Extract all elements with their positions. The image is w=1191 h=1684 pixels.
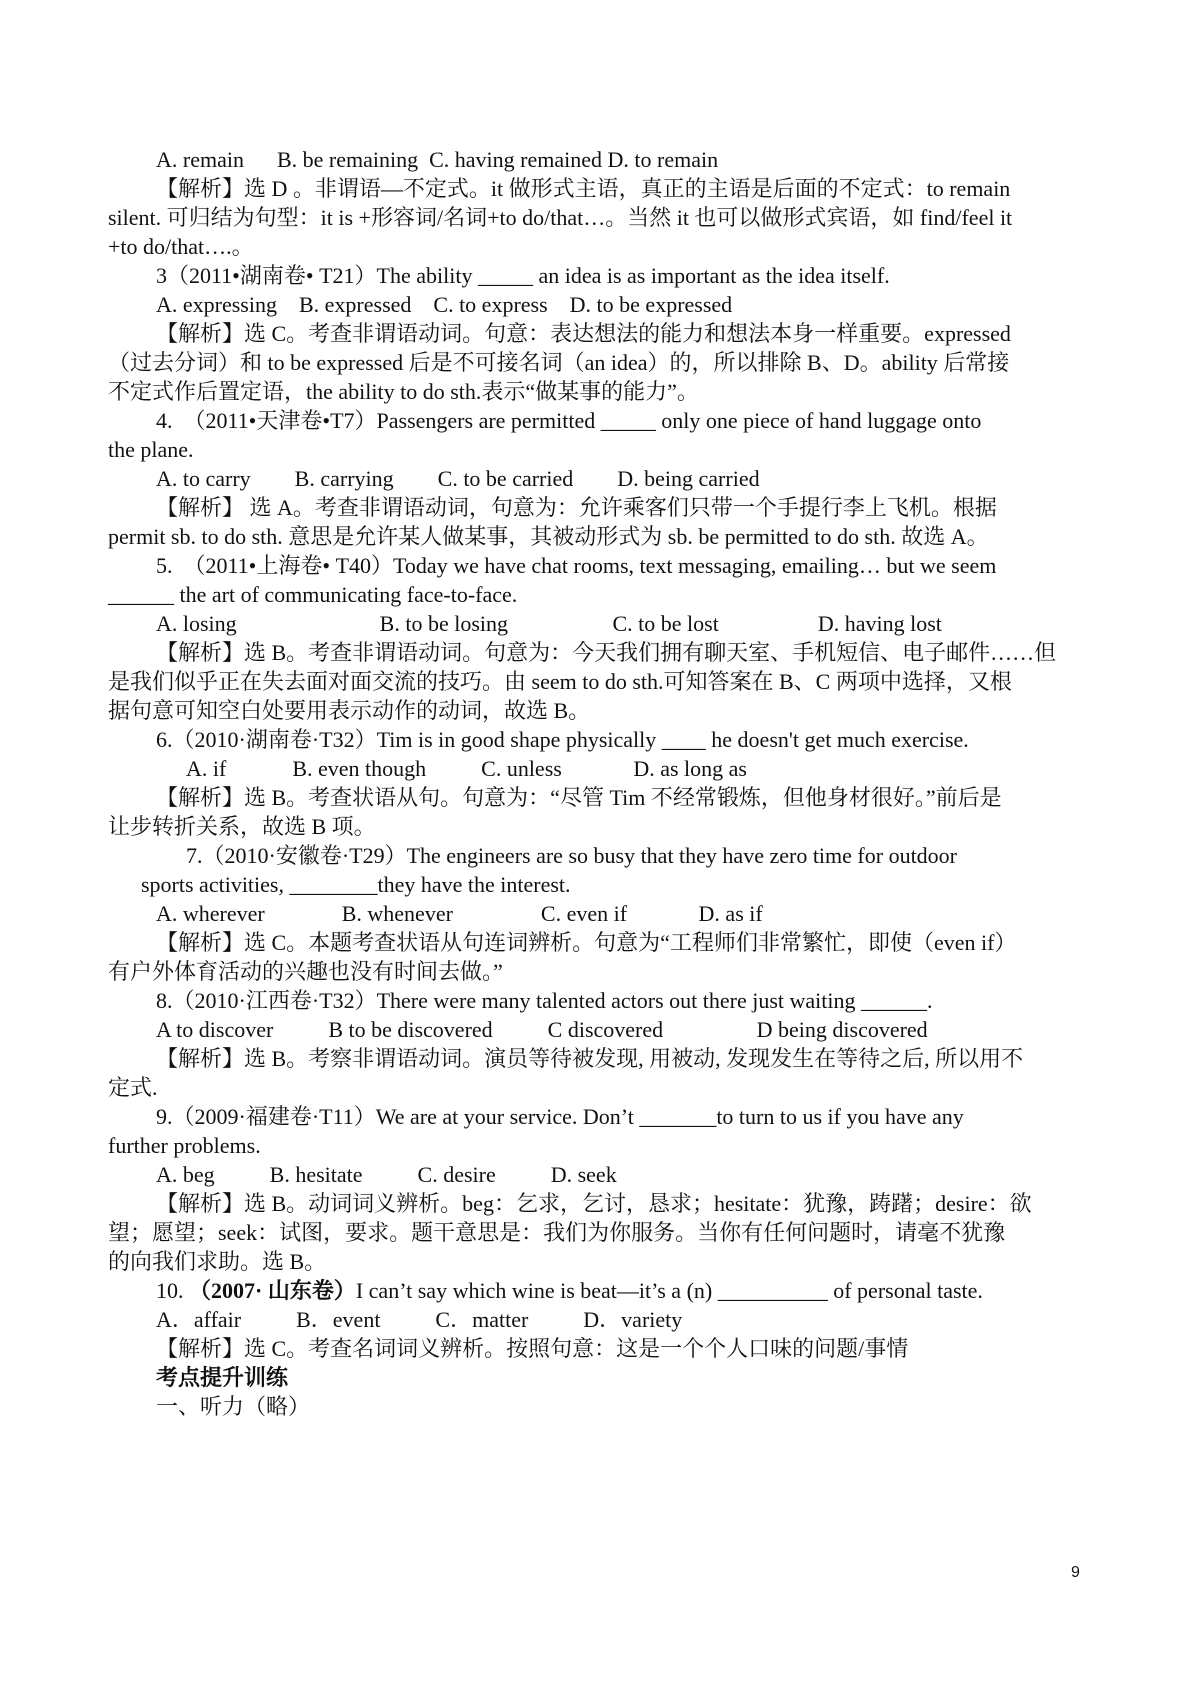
q7-stem-line1: 7.（2010·安徽卷·T29）The engineers are so busy that they have zero time for outdoor <box>186 843 958 868</box>
q4-analysis-line1: 【解析】 选 A。考查非谓语动词，句意为：允许乘客们只带一个手提行李上飞机。根据 <box>156 495 997 520</box>
q3-analysis-line2: （过去分词）和 to be expressed 后是不可接名词（an idea）的，所以排除 B、D。ability 后常接 <box>108 350 1010 375</box>
q5-analysis-line1: 【解析】选 B。考查非谓语动词。句意为：今天我们拥有聊天室、手机短信、电子邮件……但 <box>156 640 1057 665</box>
q7-options: A. wherever B. whenever C. even if D. as if <box>156 901 763 926</box>
q9-stem-line1: 9.（2009·福建卷·T11）We are at your service. Don’t _______to turn to us if you have any <box>156 1104 964 1129</box>
q5-options: A. losing B. to be losing C. to be lost D. having lost <box>156 611 942 636</box>
q4-stem-line1: 4. （2011•天津卷•T7）Passengers are permitted _____ only one piece of hand luggage onto <box>156 408 982 433</box>
q3-stem: 3（2011•湖南卷• T21）The ability _____ an idea is as important as the idea itself. <box>156 263 890 288</box>
q4-analysis-line2: permit sb. to do sth. 意思是允许某人做某事，其被动形式为 sb. be permitted to do sth. 故选 A。 <box>108 524 989 549</box>
q8-analysis-line2: 定式. <box>108 1075 158 1100</box>
q5-analysis-line3: 据句意可知空白处要用表示动作的动词，故选 B。 <box>108 698 591 723</box>
q2-analysis-line3: +to do/that….。 <box>108 234 254 259</box>
q6-options: A. if B. even though C. unless D. as long as <box>186 756 747 781</box>
q6-analysis-line2: 让步转折关系，故选 B 项。 <box>108 814 376 839</box>
q3-analysis-line1: 【解析】选 C。考查非谓语动词。句意：表达想法的能力和想法本身一样重要。expressed <box>156 321 1011 346</box>
section-heading: 考点提升训练 <box>156 1365 289 1390</box>
q10-options: A．affair B．event C．matter D．variety <box>156 1307 683 1332</box>
section-listening: 一、听力（略） <box>156 1394 311 1419</box>
q8-stem: 8.（2010·江西卷·T32）There were many talented actors out there just waiting ______. <box>156 988 933 1013</box>
q5-analysis-line2: 是我们似乎正在失去面对面交流的技巧。由 seem to do sth.可知答案在 B、C 两项中选择，又根 <box>108 669 1012 694</box>
q10-number: 10. <box>156 1278 189 1303</box>
q6-analysis-line1: 【解析】选 B。考查状语从句。句意为：“尽管 Tim 不经常锻炼，但他身材很好。”前后是 <box>156 785 1002 810</box>
q2-analysis-line2: silent. 可归结为句型：it is +形容词/名词+to do/that…。当然 it 也可以做形式宾语，如 find/feel it <box>108 205 1013 230</box>
q9-analysis-line1: 【解析】选 B。动词词义辨析。beg：乞求，乞讨，恳求；hesitate：犹豫，踌躇；desire：欲 <box>156 1191 1032 1216</box>
q4-stem-line2: the plane. <box>108 437 194 462</box>
q7-analysis-line1: 【解析】选 C。本题考查状语从句连词辨析。句意为“工程师们非常繁忙，即使（even if） <box>156 930 1017 955</box>
q10-question: I can’t say which wine is beat—it’s a (n) __________ of personal taste. <box>355 1278 983 1303</box>
q9-options: A. beg B. hesitate C. desire D. seek <box>156 1162 617 1187</box>
q5-stem-line1: 5. （2011•上海卷• T40）Today we have chat rooms, text messaging, emailing… but we seem <box>156 553 997 578</box>
q9-analysis-line2: 望；愿望；seek：试图，要求。题干意思是：我们为你服务。当你有任何问题时，请毫不犹豫 <box>108 1220 1006 1245</box>
q10-analysis: 【解析】选 C。考查名词词义辨析。按照句意：这是一个个人口味的问题/事情 <box>156 1336 909 1361</box>
q5-stem-line2: ______ the art of communicating face-to-face. <box>108 582 518 607</box>
q10-source: （2007· 山东卷） <box>189 1278 356 1303</box>
q8-analysis-line1: 【解析】选 B。考察非谓语动词。演员等待被发现, 用被动, 发现发生在等待之后, 所以用不 <box>156 1046 1024 1071</box>
q6-stem: 6.（2010·湖南卷·T32）Tim is in good shape physically ____ he doesn't get much exercise. <box>156 727 969 752</box>
page-number: 9 <box>1071 1564 1080 1581</box>
q9-stem-line2: further problems. <box>108 1133 261 1158</box>
q10-stem <box>156 1276 1136 1306</box>
q8-options: A to discover B to be discovered C discovered D being discovered <box>156 1017 928 1042</box>
q3-analysis-line3: 不定式作后置定语，the ability to do sth.表示“做某事的能力”。 <box>108 379 699 404</box>
q7-analysis-line2: 有户外体育活动的兴趣也没有时间去做。” <box>108 959 503 984</box>
q2-options: A. remain B. be remaining C. having remained D. to remain <box>156 147 719 172</box>
q9-analysis-line3: 的向我们求助。选 B。 <box>108 1249 327 1274</box>
q4-options: A. to carry B. carrying C. to be carried D. being carried <box>156 466 760 491</box>
q3-options: A. expressing B. expressed C. to express D. to be expressed <box>156 292 733 317</box>
q7-stem-line2: sports activities, ________they have the interest. <box>141 872 571 897</box>
q2-analysis-line1: 【解析】选 D 。非谓语—不定式。it 做形式主语，真正的主语是后面的不定式：to remain <box>156 176 1011 201</box>
